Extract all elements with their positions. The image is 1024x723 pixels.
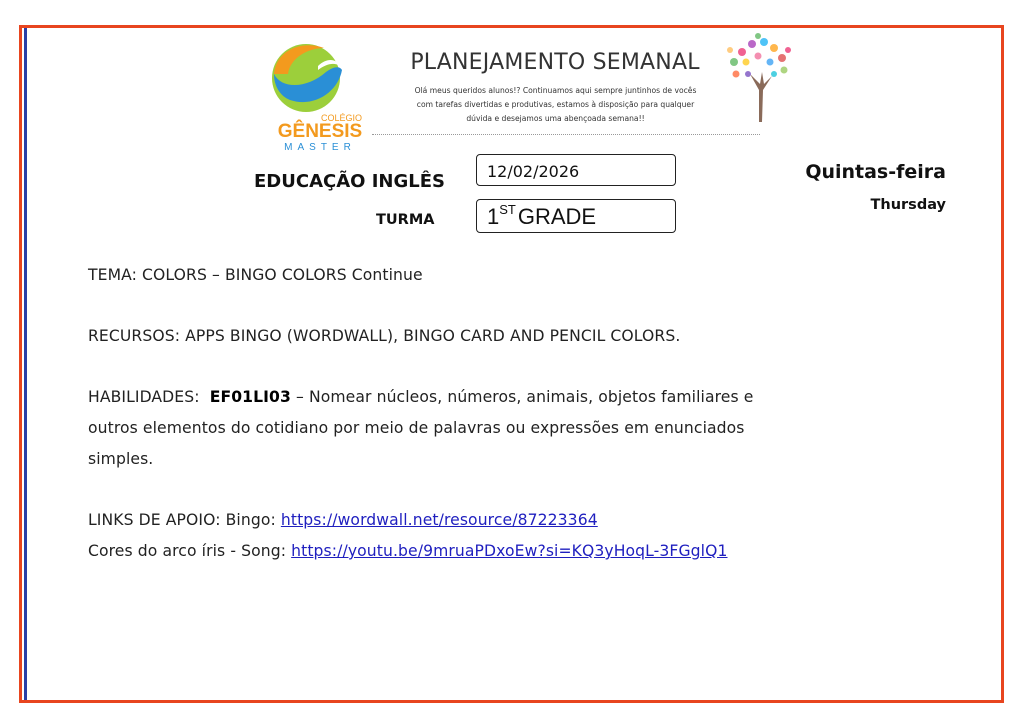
grade-suffix: ST xyxy=(499,202,516,217)
subject-label: EDUCAÇÃO INGLÊS xyxy=(254,171,445,192)
habilidades-text: – Nomear núcleos, números, animais, objetos familiares e xyxy=(290,388,754,406)
welcome-message-line: dúvida e desejamos uma abençoada semana!! xyxy=(466,114,645,123)
bingo-link-label: LINKS DE APOIO: Bingo: xyxy=(88,511,281,529)
links-line-song xyxy=(88,536,908,567)
song-link-label: Cores do arco íris - Song: xyxy=(88,542,292,560)
grade-word: GRADE xyxy=(517,204,597,229)
tema-line: TEMA: COLORS – BINGO COLORS Continue xyxy=(88,266,423,284)
left-blue-rule xyxy=(24,28,27,700)
tree-illustration xyxy=(722,32,796,124)
habilidades-label: HABILIDADES: xyxy=(88,388,200,406)
habilidades-line2: outros elementos do cotidiano por meio de palavras ou expressões em enunciados xyxy=(88,419,745,437)
lesson-content xyxy=(88,260,908,567)
recursos-line: RECURSOS: APPS BINGO (WORDWALL), BINGO CARD AND PENCIL COLORS. xyxy=(88,327,681,345)
logo-line2: GÊNESIS xyxy=(277,121,363,142)
header-divider xyxy=(372,134,760,135)
habilidades-line3: simples. xyxy=(88,450,154,468)
turma-label: TURMA xyxy=(376,212,435,228)
logo-line1: COLÉGIO xyxy=(320,113,362,123)
welcome-message-line: Olá meus queridos alunos!? Continuamos aqui sempre juntinhos de vocês xyxy=(414,86,697,95)
page-title: PLANEJAMENTO SEMANAL xyxy=(410,50,700,75)
date-value: 12/02/2026 xyxy=(487,162,580,181)
grade-number: 1 xyxy=(487,204,500,229)
habilidades-line1 xyxy=(88,382,908,413)
weekday-pt: Quintas-feira xyxy=(805,161,946,183)
weekday-en: Thursday xyxy=(870,197,946,213)
song-link[interactable]: https://youtu.be/9mruaPDxoEw?si=KQ3yHoqL-3FGglQ1 xyxy=(291,542,728,560)
welcome-message-line: com tarefas divertidas e produtivas, estamos à disposição para qualquer xyxy=(416,100,695,109)
grade-field[interactable] xyxy=(476,199,676,233)
skill-code: EF01LI03 xyxy=(209,388,291,406)
logo-line3: MASTER xyxy=(284,142,356,153)
date-field[interactable] xyxy=(476,154,676,186)
welcome-message xyxy=(378,84,733,126)
grade-value xyxy=(487,204,596,230)
school-logo xyxy=(268,40,372,154)
links-line-bingo xyxy=(88,505,908,536)
bingo-link[interactable]: https://wordwall.net/resource/87223364 xyxy=(280,511,598,529)
